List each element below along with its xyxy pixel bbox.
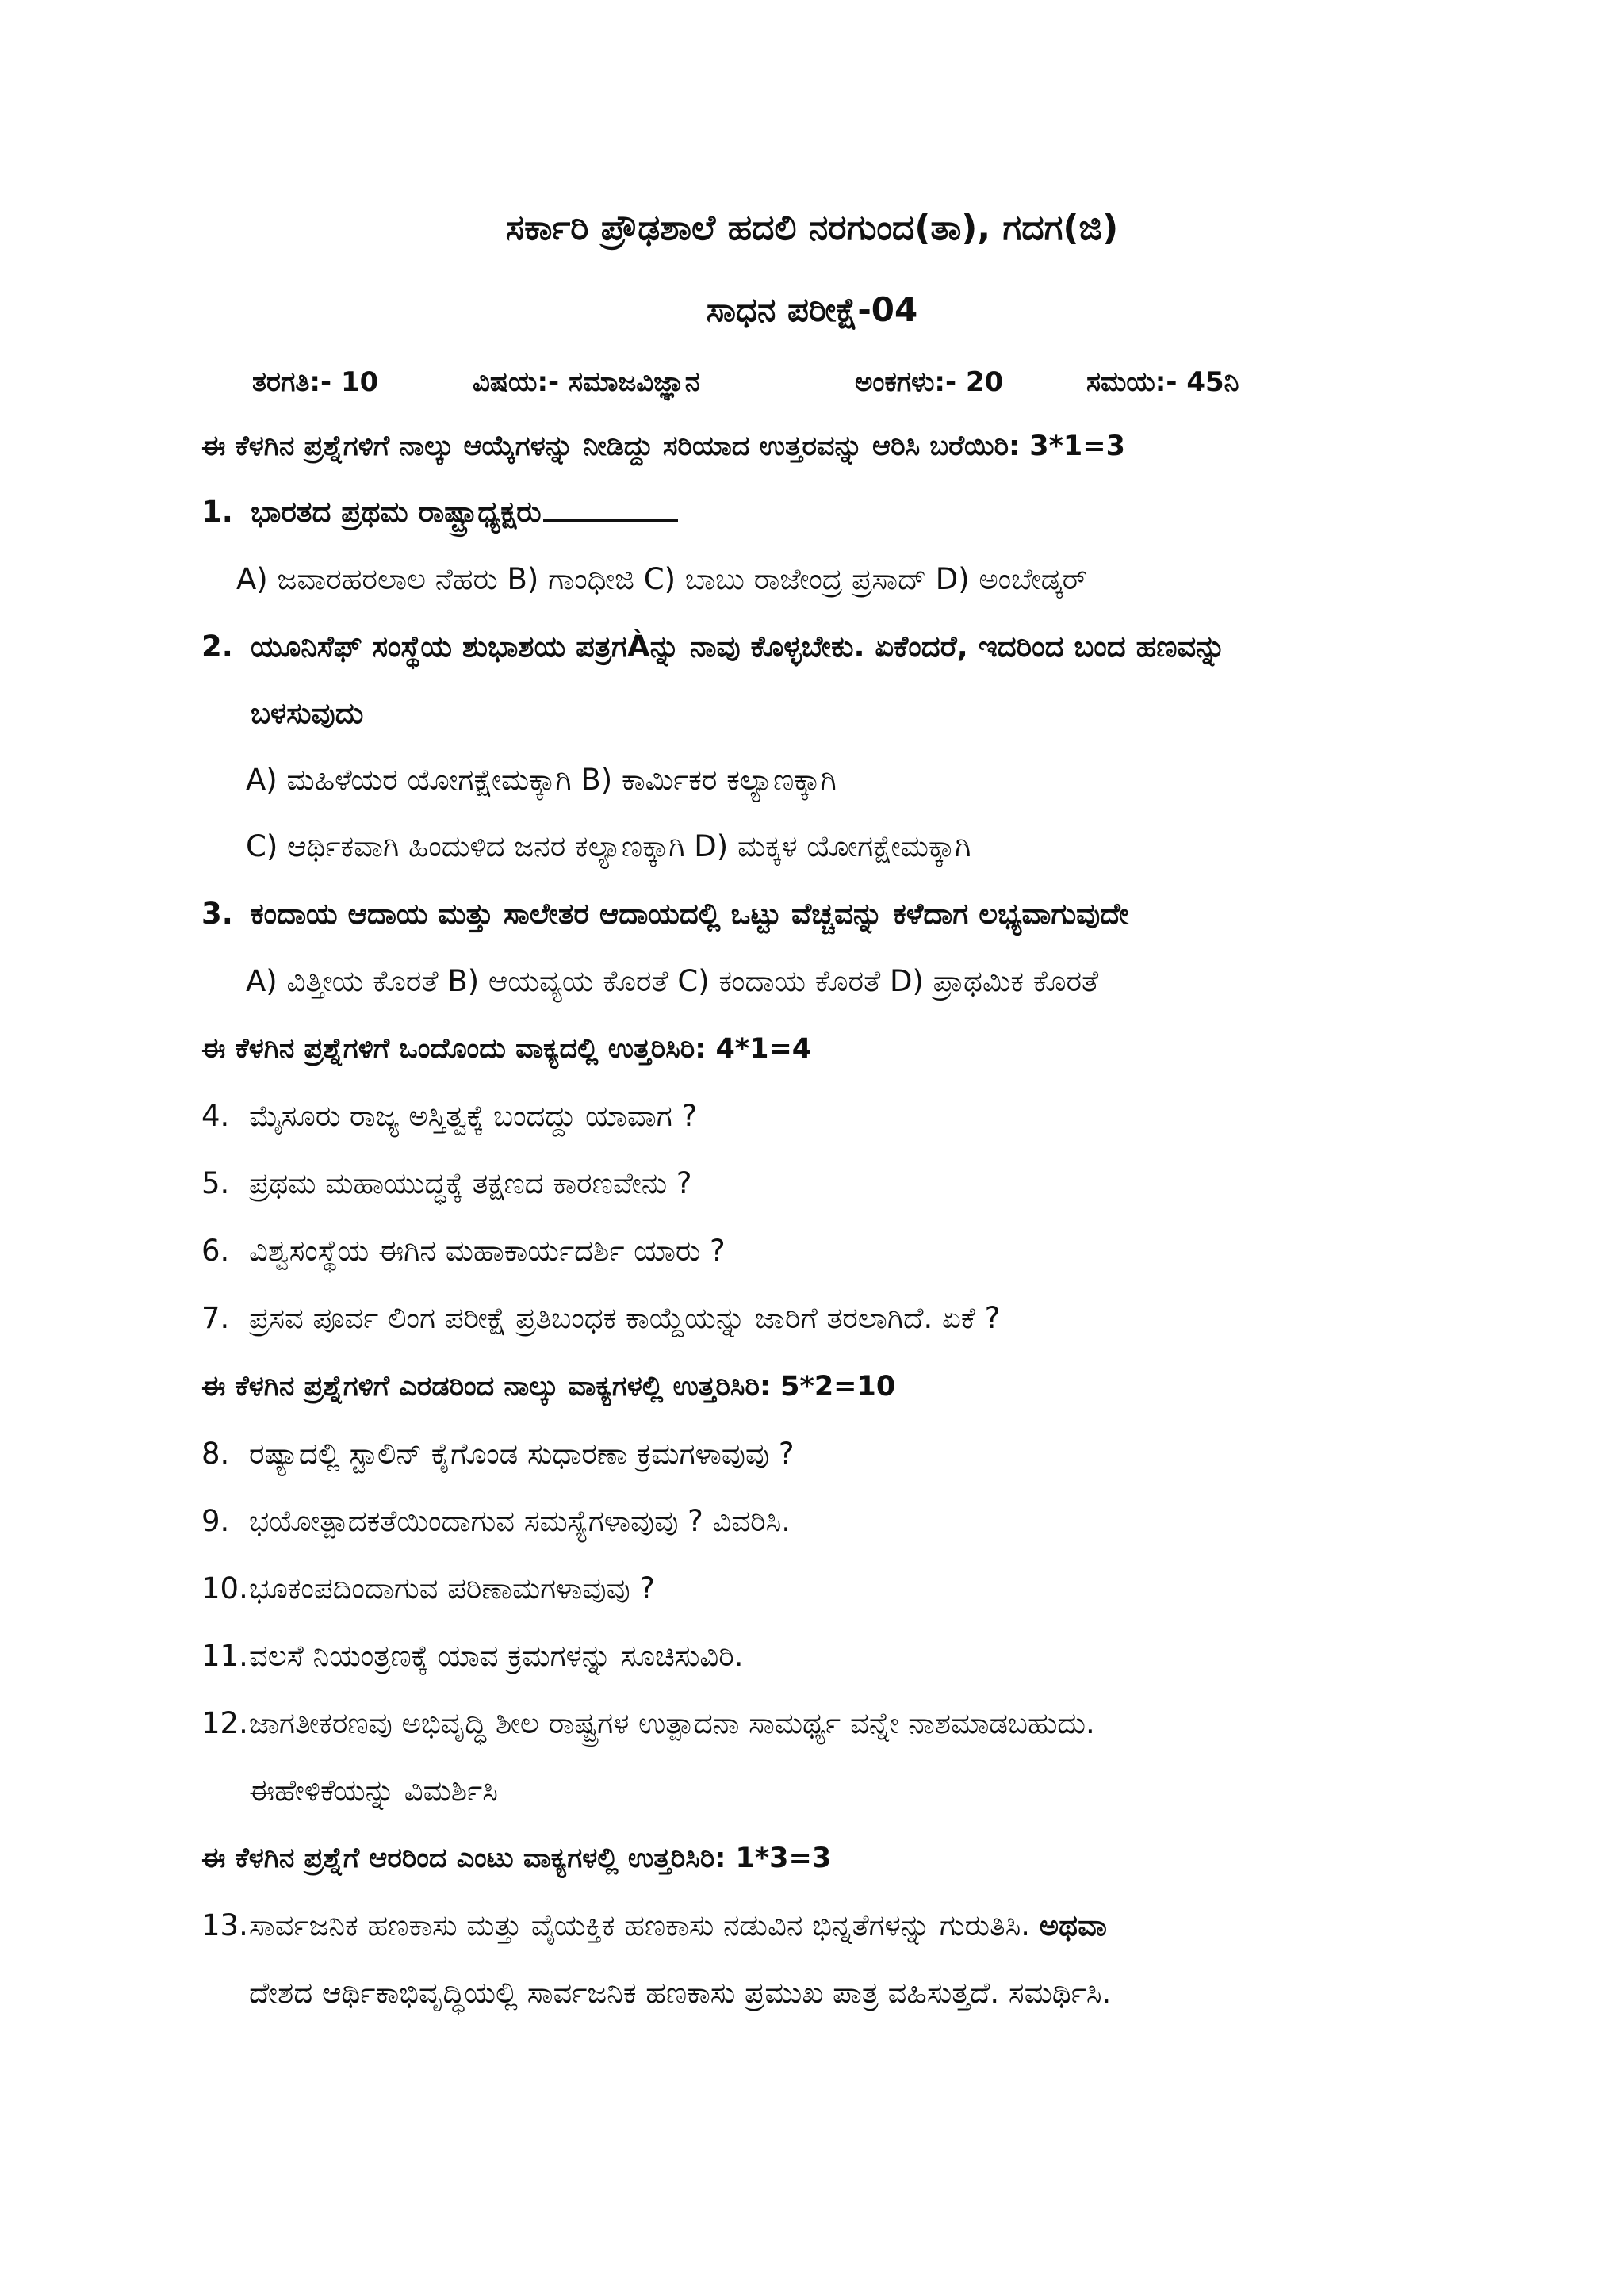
question-number: 9. bbox=[201, 1504, 230, 1538]
question-number: 11. bbox=[201, 1639, 248, 1673]
question-number: 5. bbox=[201, 1166, 230, 1200]
question-5 bbox=[201, 1163, 692, 1204]
question-number: 10. bbox=[201, 1571, 248, 1605]
question-text: ಜಾಗತೀಕರಣವು ಅಭಿವೃದ್ಧಿ ಶೀಲ ರಾಷ್ಟ್ರಗಳ ಉತ್ಪಾದನಾ ಸಾಮರ್ಥ್ಯ ವನ್ನೇ ನಾಶಮಾಡಬಹುದು. bbox=[249, 1706, 1095, 1740]
marks-label: ಅಂಕಗಳು:- 20 bbox=[855, 366, 1004, 398]
question-3 bbox=[201, 894, 1128, 935]
question-11 bbox=[201, 1636, 744, 1677]
question-2 bbox=[201, 626, 1226, 668]
question-number: 1. bbox=[201, 495, 233, 529]
question-text: ಯೂನಿಸೆಫ್ ಸಂಸ್ಥೆಯ ಶುಭಾಶಯ ಪತ್ರಗÀನ್ನು ನಾವು ಕೊಳ್ಳಬೇಕು. ಏಕೆಂದರೆ, ಇದರಿಂದ ಬಂದ ಹಣವನ್ನು bbox=[251, 629, 1226, 664]
question-12 bbox=[201, 1703, 1095, 1744]
question-13-alternative: ದೇಶದ ಆರ್ಥಿಕಾಭಿವೃದ್ಧಿಯಲ್ಲಿ ಸಾರ್ವಜನಿಕ ಹಣಕಾಸು ಪ್ರಮುಖ ಪಾತ್ರ ವಹಿಸುತ್ತದೆ. ಸಮರ್ಥಿಸಿ. bbox=[249, 1976, 1112, 2010]
section1-instruction: ಈ ಕೆಳಗಿನ ಪ್ರಶ್ನೆಗಳಿಗೆ ನಾಲ್ಕು ಆಯ್ಕೆಗಳನ್ನು ನೀಡಿದ್ದು ಸರಿಯಾದ ಉತ್ತರವನ್ನು ಆರಿಸಿ ಬರೆಯಿರಿ: 3*1=3 bbox=[201, 430, 1125, 462]
question-text: ಭಾರತದ ಪ್ರಥಮ ರಾಷ್ಟ್ರಾಧ್ಯಕ್ಷರು bbox=[251, 495, 542, 529]
question-7 bbox=[201, 1298, 1000, 1339]
question-text: ಪ್ರಸವ ಪೂರ್ವ ಲಿಂಗ ಪರೀಕ್ಷೆ ಪ್ರತಿಬಂಧಕ ಕಾಯ್ದೆಯನ್ನು ಜಾರಿಗೆ ತರಲಾಗಿದೆ. ಏಕೆ ? bbox=[249, 1301, 1001, 1335]
class-label: ತರಗತಿ:- 10 bbox=[252, 366, 379, 398]
section4-instruction: ಈ ಕೆಳಗಿನ ಪ್ರಶ್ನೆಗೆ ಆರರಿಂದ ಎಂಟು ವಾಕ್ಯಗಳಲ್ಲಿ ಉತ್ತರಿಸಿರಿ: 1*3=3 bbox=[201, 1843, 832, 1874]
question-4 bbox=[201, 1096, 697, 1137]
question-12-continued: ಈಹೇಳಿಕೆಯನ್ನು ವಿಮರ್ಶಿಸಿ bbox=[249, 1774, 498, 1808]
time-label: ಸಮಯ:- 45ನಿ bbox=[1086, 366, 1239, 398]
question-number: 3. bbox=[201, 897, 233, 931]
question-text: ಭೂಕಂಪದಿಂದಾಗುವ ಪರಿಣಾಮಗಳಾವುವು ? bbox=[249, 1571, 656, 1605]
question-number: 6. bbox=[201, 1234, 230, 1268]
question-number: 12. bbox=[201, 1706, 248, 1740]
question-text: ವಿಶ್ವಸಂಸ್ಥೆಯ ಈಗಿನ ಮಹಾಕಾರ್ಯದರ್ಶಿ ಯಾರು ? bbox=[249, 1234, 726, 1268]
or-label: ಅಥವಾ bbox=[1039, 1908, 1107, 1942]
question-1-options: A) ಜವಾರಹರಲಾಲ ನೆಹರು B) ಗಾಂಧೀಜಿ C) ಬಾಬು ರಾಜೇಂದ್ರ ಪ್ರಸಾದ್ D) ಅಂಬೇಡ್ಕರ್ bbox=[236, 562, 1088, 596]
question-number: 4. bbox=[201, 1099, 230, 1133]
school-title: ಸರ್ಕಾರಿ ಪ್ರೌಢಶಾಲೆ ಹದಲಿ ನರಗುಂದ(ತಾ), ಗದಗ(ಜಿ) bbox=[505, 208, 1119, 248]
answer-blank bbox=[543, 496, 678, 522]
question-3-options: A) ವಿತ್ತೀಯ ಕೊರತೆ B) ಆಯವ್ಯಯ ಕೊರತೆ C) ಕಂದಾಯ ಕೊರತೆ D) ಪ್ರಾಥಮಿಕ ಕೊರತೆ bbox=[246, 964, 1099, 998]
question-text: ರಷ್ಯಾದಲ್ಲಿ ಸ್ಟಾಲಿನ್ ಕೈಗೊಂಡ ಸುಧಾರಣಾ ಕ್ರಮಗಳಾವುವು ? bbox=[249, 1437, 795, 1471]
question-number: 13. bbox=[201, 1908, 248, 1942]
question-2-continued: ಬಳಸುವುದು bbox=[251, 696, 364, 730]
question-number: 8. bbox=[201, 1437, 230, 1471]
exam-title: ಸಾಧನ ಪರೀಕ್ಷೆ-04 bbox=[706, 290, 918, 329]
question-9 bbox=[201, 1501, 791, 1542]
question-1 bbox=[201, 492, 678, 533]
question-2-options-cd: C) ಆರ್ಥಿಕವಾಗಿ ಹಿಂದುಳಿದ ಜನರ ಕಲ್ಯಾಣಕ್ಕಾಗಿ D) ಮಕ್ಕಳ ಯೋಗಕ್ಷೇಮಕ್ಕಾಗಿ bbox=[246, 829, 971, 863]
subject-label: ವಿಷಯ:- ಸಮಾಜವಿಜ್ಞಾನ bbox=[473, 366, 700, 398]
section2-instruction: ಈ ಕೆಳಗಿನ ಪ್ರಶ್ನೆಗಳಿಗೆ ಒಂದೊಂದು ವಾಕ್ಯದಲ್ಲಿ ಉತ್ತರಿಸಿರಿ: 4*1=4 bbox=[201, 1033, 812, 1065]
question-text: ಕಂದಾಯ ಆದಾಯ ಮತ್ತು ಸಾಲೇತರ ಆದಾಯದಲ್ಲಿ ಒಟ್ಟು ವೆಚ್ಚವನ್ನು ಕಳೆದಾಗ ಲಭ್ಯವಾಗುವುದೇ bbox=[251, 897, 1129, 931]
section3-instruction: ಈ ಕೆಳಗಿನ ಪ್ರಶ್ನೆಗಳಿಗೆ ಎರಡರಿಂದ ನಾಲ್ಕು ವಾಕ್ಯಗಳಲ್ಲಿ ಉತ್ತರಿಸಿರಿ: 5*2=10 bbox=[201, 1371, 896, 1402]
question-text: ಪ್ರಥಮ ಮಹಾಯುದ್ಧಕ್ಕೆ ತಕ್ಷಣದ ಕಾರಣವೇನು ? bbox=[249, 1166, 692, 1200]
question-number: 2. bbox=[201, 629, 233, 664]
question-6 bbox=[201, 1230, 726, 1272]
question-10 bbox=[201, 1568, 655, 1609]
question-text: ಭಯೋತ್ಪಾದಕತೆಯಿಂದಾಗುವ ಸಮಸ್ಯೆಗಳಾವುವು ? ವಿವರಿಸಿ. bbox=[249, 1504, 791, 1538]
question-13 bbox=[201, 1905, 1107, 1946]
question-text: ಮೈಸೂರು ರಾಜ್ಯ ಅಸ್ತಿತ್ವಕ್ಕೆ ಬಂದದ್ದು ಯಾವಾಗ ? bbox=[249, 1099, 698, 1133]
question-2-options-ab: A) ಮಹಿಳೆಯರ ಯೋಗಕ್ಷೇಮಕ್ಕಾಗಿ B) ಕಾರ್ಮಿಕರ ಕಲ್ಯಾಣಕ್ಕಾಗಿ bbox=[246, 763, 837, 797]
question-8 bbox=[201, 1433, 794, 1475]
question-number: 7. bbox=[201, 1301, 230, 1335]
question-text: ಸಾರ್ವಜನಿಕ ಹಣಕಾಸು ಮತ್ತು ವೈಯಕ್ತಿಕ ಹಣಕಾಸು ನಡುವಿನ ಭಿನ್ನತೆಗಳನ್ನು ಗುರುತಿಸಿ. bbox=[249, 1908, 1031, 1942]
question-text: ವಲಸೆ ನಿಯಂತ್ರಣಕ್ಕೆ ಯಾವ ಕ್ರಮಗಳನ್ನು ಸೂಚಿಸುವಿರಿ. bbox=[249, 1639, 744, 1673]
